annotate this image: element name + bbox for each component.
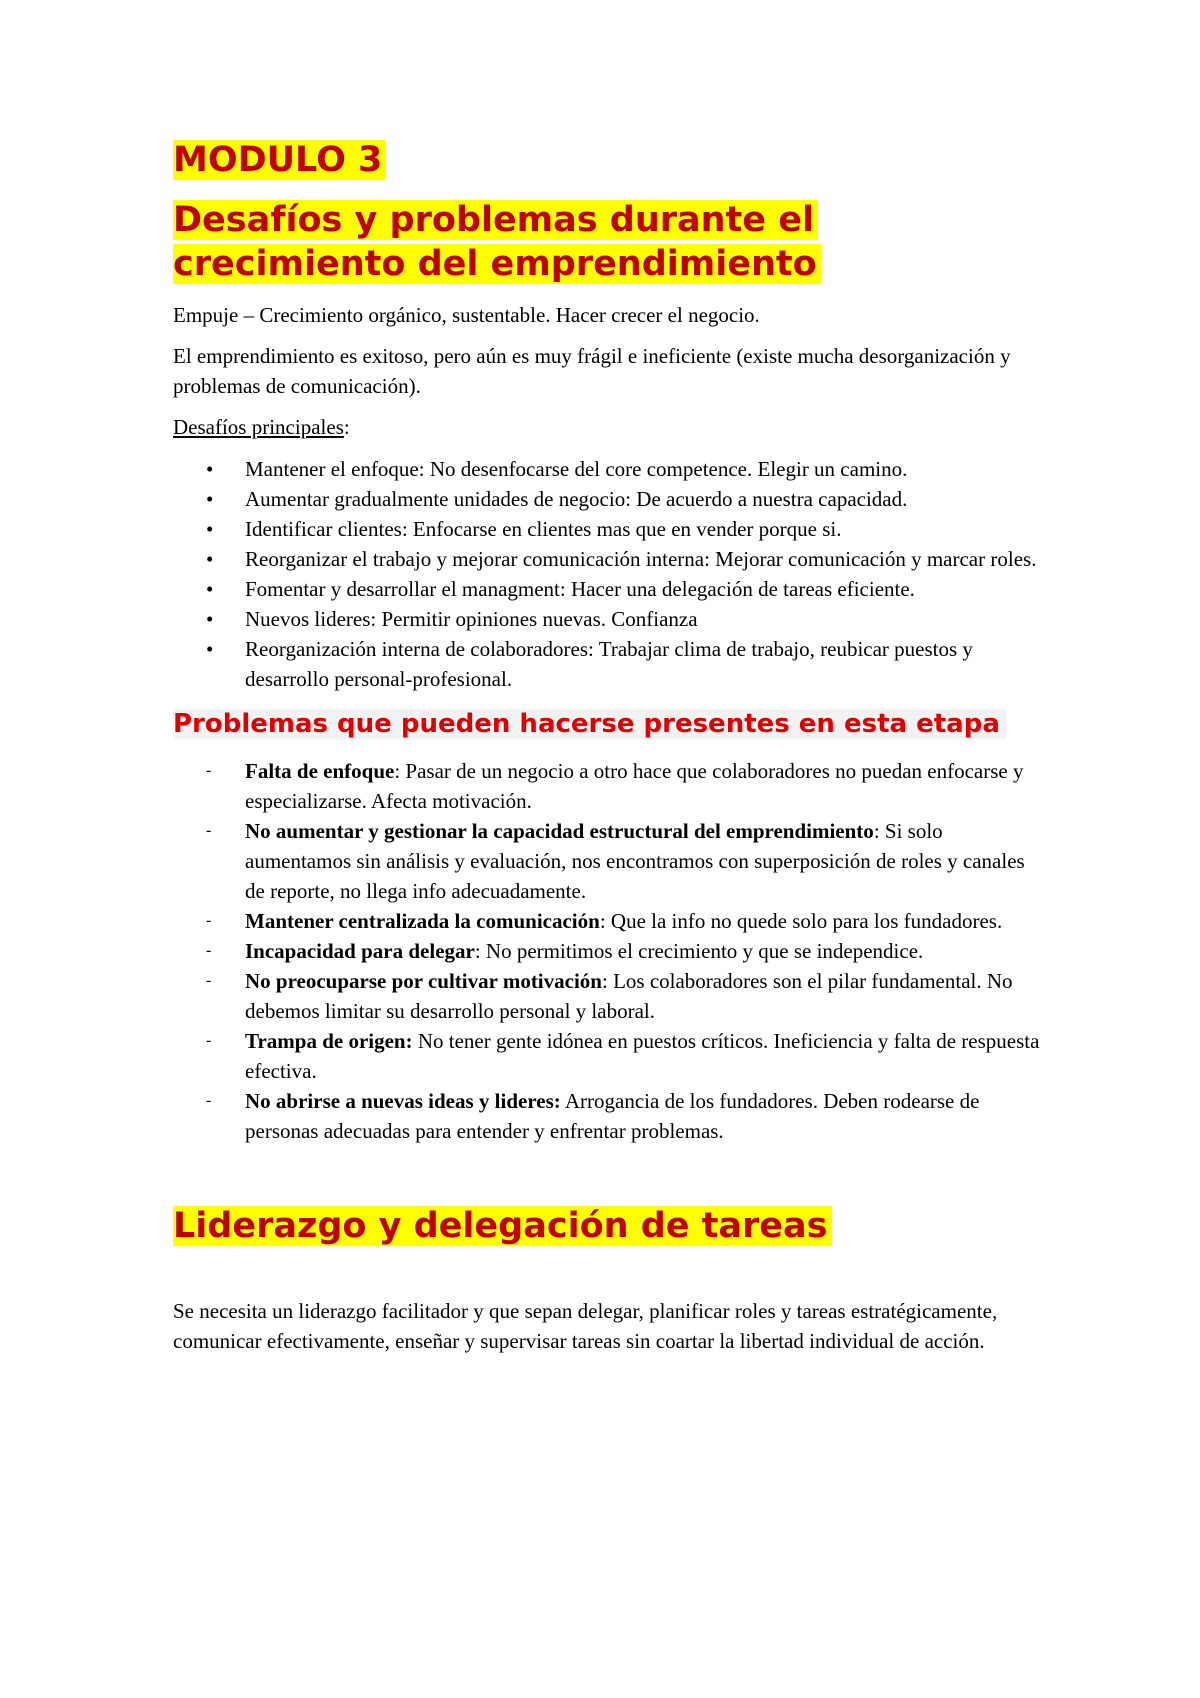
list-item <box>173 966 1043 1026</box>
list-item-text: Fomentar y desarrollar el managment: Hacer una delegación de tareas eficiente. <box>245 577 915 601</box>
list-item-text: Reorganización interna de colaboradores: Trabajar clima de trabajo, reubicar puestos y desarrollo personal-profesional. <box>245 637 973 691</box>
list-item <box>173 454 1043 484</box>
bullet-icon: • <box>206 457 214 481</box>
bullet-icon: • <box>206 517 214 541</box>
problem-term: Falta de enfoque <box>245 759 395 783</box>
bullet-icon: • <box>206 637 214 661</box>
challenges-list <box>173 454 1043 694</box>
problem-text: : No permitimos el crecimiento y que se independice. <box>474 939 924 963</box>
list-item <box>173 514 1043 544</box>
list-item <box>173 604 1043 634</box>
problem-text: : Pasar de un negocio a otro hace que colaboradores no puedan enfocarse y especializarse. Afecta motivación. <box>245 759 1024 813</box>
dash-icon: - <box>206 1092 212 1109</box>
problem-term: No aumentar y gestionar la capacidad estructural del emprendimiento <box>245 819 874 843</box>
dash-icon: - <box>206 762 212 779</box>
problem-text: : Que la info no quede solo para los fundadores. <box>599 909 1003 933</box>
list-item-text: Reorganizar el trabajo y mejorar comunicación interna: Mejorar comunicación y marcar roles. <box>245 547 1037 571</box>
list-item <box>173 816 1043 906</box>
leadership-heading: Liderazgo y delegación de tareas <box>173 1204 1043 1248</box>
problem-text: : Los colaboradores son el pilar fundamental. No debemos limitar su desarrollo personal y laboral. <box>245 969 1013 1023</box>
list-item <box>173 1026 1043 1086</box>
problems-heading: Problemas que pueden hacerse presentes en esta etapa <box>173 706 1043 742</box>
list-item <box>173 936 1043 966</box>
bullet-icon: • <box>206 547 214 571</box>
list-item <box>173 906 1043 936</box>
list-item <box>173 574 1043 604</box>
list-item-text: Nuevos lideres: Permitir opiniones nuevas. Confianza <box>245 607 698 631</box>
document-page <box>173 138 1043 1367</box>
dash-icon: - <box>206 942 212 959</box>
dash-icon: - <box>206 912 212 929</box>
problem-term: No preocuparse por cultivar motivación <box>245 969 602 993</box>
problems-list <box>173 756 1043 1146</box>
challenges-label-text: Desafíos principales <box>173 415 344 439</box>
problem-text: Arrogancia de los fundadores. Deben rodearse de personas adecuadas para entender y enfrentar problemas. <box>245 1089 980 1143</box>
problem-term: Mantener centralizada la comunicación <box>245 909 600 933</box>
main-heading: Desafíos y problemas durante el crecimiento del emprendimiento <box>173 198 1043 286</box>
problem-term: Incapacidad para delegar <box>245 939 475 963</box>
challenges-label <box>173 412 1043 442</box>
list-item <box>173 634 1043 694</box>
list-item-text: Identificar clientes: Enfocarse en clientes mas que en vender porque si. <box>245 517 842 541</box>
problem-term: Trampa de origen: <box>245 1029 413 1053</box>
problem-text: No tener gente idónea en puestos críticos. Ineficiencia y falta de respuesta efectiva. <box>245 1029 1040 1083</box>
problem-term: No abrirse a nuevas ideas y lideres: <box>245 1089 561 1113</box>
module-title: MODULO 3 <box>173 138 1043 182</box>
problem-text: : Si solo aumentamos sin análisis y evaluación, nos encontramos con superposición de roles y canales de reporte, no llega info adecuadamente. <box>245 819 1025 903</box>
list-item <box>173 1086 1043 1146</box>
bullet-icon: • <box>206 607 214 631</box>
bullet-icon: • <box>206 487 214 511</box>
leadership-paragraph: Se necesita un liderazgo facilitador y que sepan delegar, planificar roles y tareas estratégicamente, comunicar efectivamente, enseñar y supervisar tareas sin coartar la libertad individual de acción. <box>173 1299 998 1353</box>
dash-icon: - <box>206 822 212 839</box>
dash-icon: - <box>206 972 212 989</box>
challenges-label-colon: : <box>343 415 350 439</box>
list-item <box>173 544 1043 574</box>
list-item <box>173 484 1043 514</box>
list-item-text: Mantener el enfoque: No desenfocarse del core competence. Elegir un camino. <box>245 457 908 481</box>
list-item <box>173 756 1043 816</box>
intro-paragraph-1: Empuje – Crecimiento orgánico, sustentable. Hacer crecer el negocio. <box>173 303 760 327</box>
dash-icon: - <box>206 1032 212 1049</box>
bullet-icon: • <box>206 577 214 601</box>
list-item-text: Aumentar gradualmente unidades de negocio: De acuerdo a nuestra capacidad. <box>245 487 908 511</box>
intro-paragraph-2: El emprendimiento es exitoso, pero aún es muy frágil e ineficiente (existe mucha desorganización y problemas de comunicación). <box>173 344 1011 398</box>
